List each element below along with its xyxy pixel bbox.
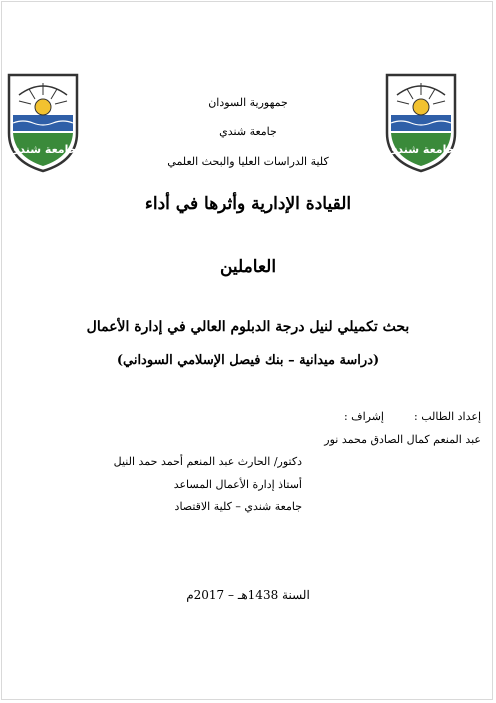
supervisor-affiliation: جامعة شندي – كلية الاقتصاد — [174, 500, 302, 513]
seal-text: جامعة شندي — [9, 143, 77, 156]
thesis-title-line-1: القيادة الإدارية وأثرها في أداء — [144, 194, 352, 214]
submission-year: السنة 1438هـ – 2017م — [186, 588, 310, 602]
thesis-subtitle: بحث تكميلي لنيل درجة الدبلوم العالي في إدارة الأعمال — [86, 319, 410, 335]
header-college: كلية الدراسات العليا والبحث العلمي — [167, 155, 329, 168]
seal-text: جامعة شندي — [387, 143, 455, 156]
header-country: جمهورية السودان — [208, 96, 288, 109]
author-name: عبد المنعم كمال الصادق محمد نور — [324, 433, 481, 446]
supervisor-label: إشراف : — [343, 410, 384, 423]
author-label: إعداد الطالب : — [414, 410, 481, 423]
supervisor-name: دكتور/ الحارث عبد المنعم أحمد حمد النيل — [113, 455, 302, 468]
supervisor-position: أستاذ إدارة الأعمال المساعد — [173, 478, 302, 491]
header-university: جامعة شندي — [219, 125, 277, 138]
study-type: (دراسة ميدانية – بنك فيصل الإسلامي السوداني) — [116, 353, 380, 368]
thesis-title-line-2: العاملين — [219, 257, 277, 277]
